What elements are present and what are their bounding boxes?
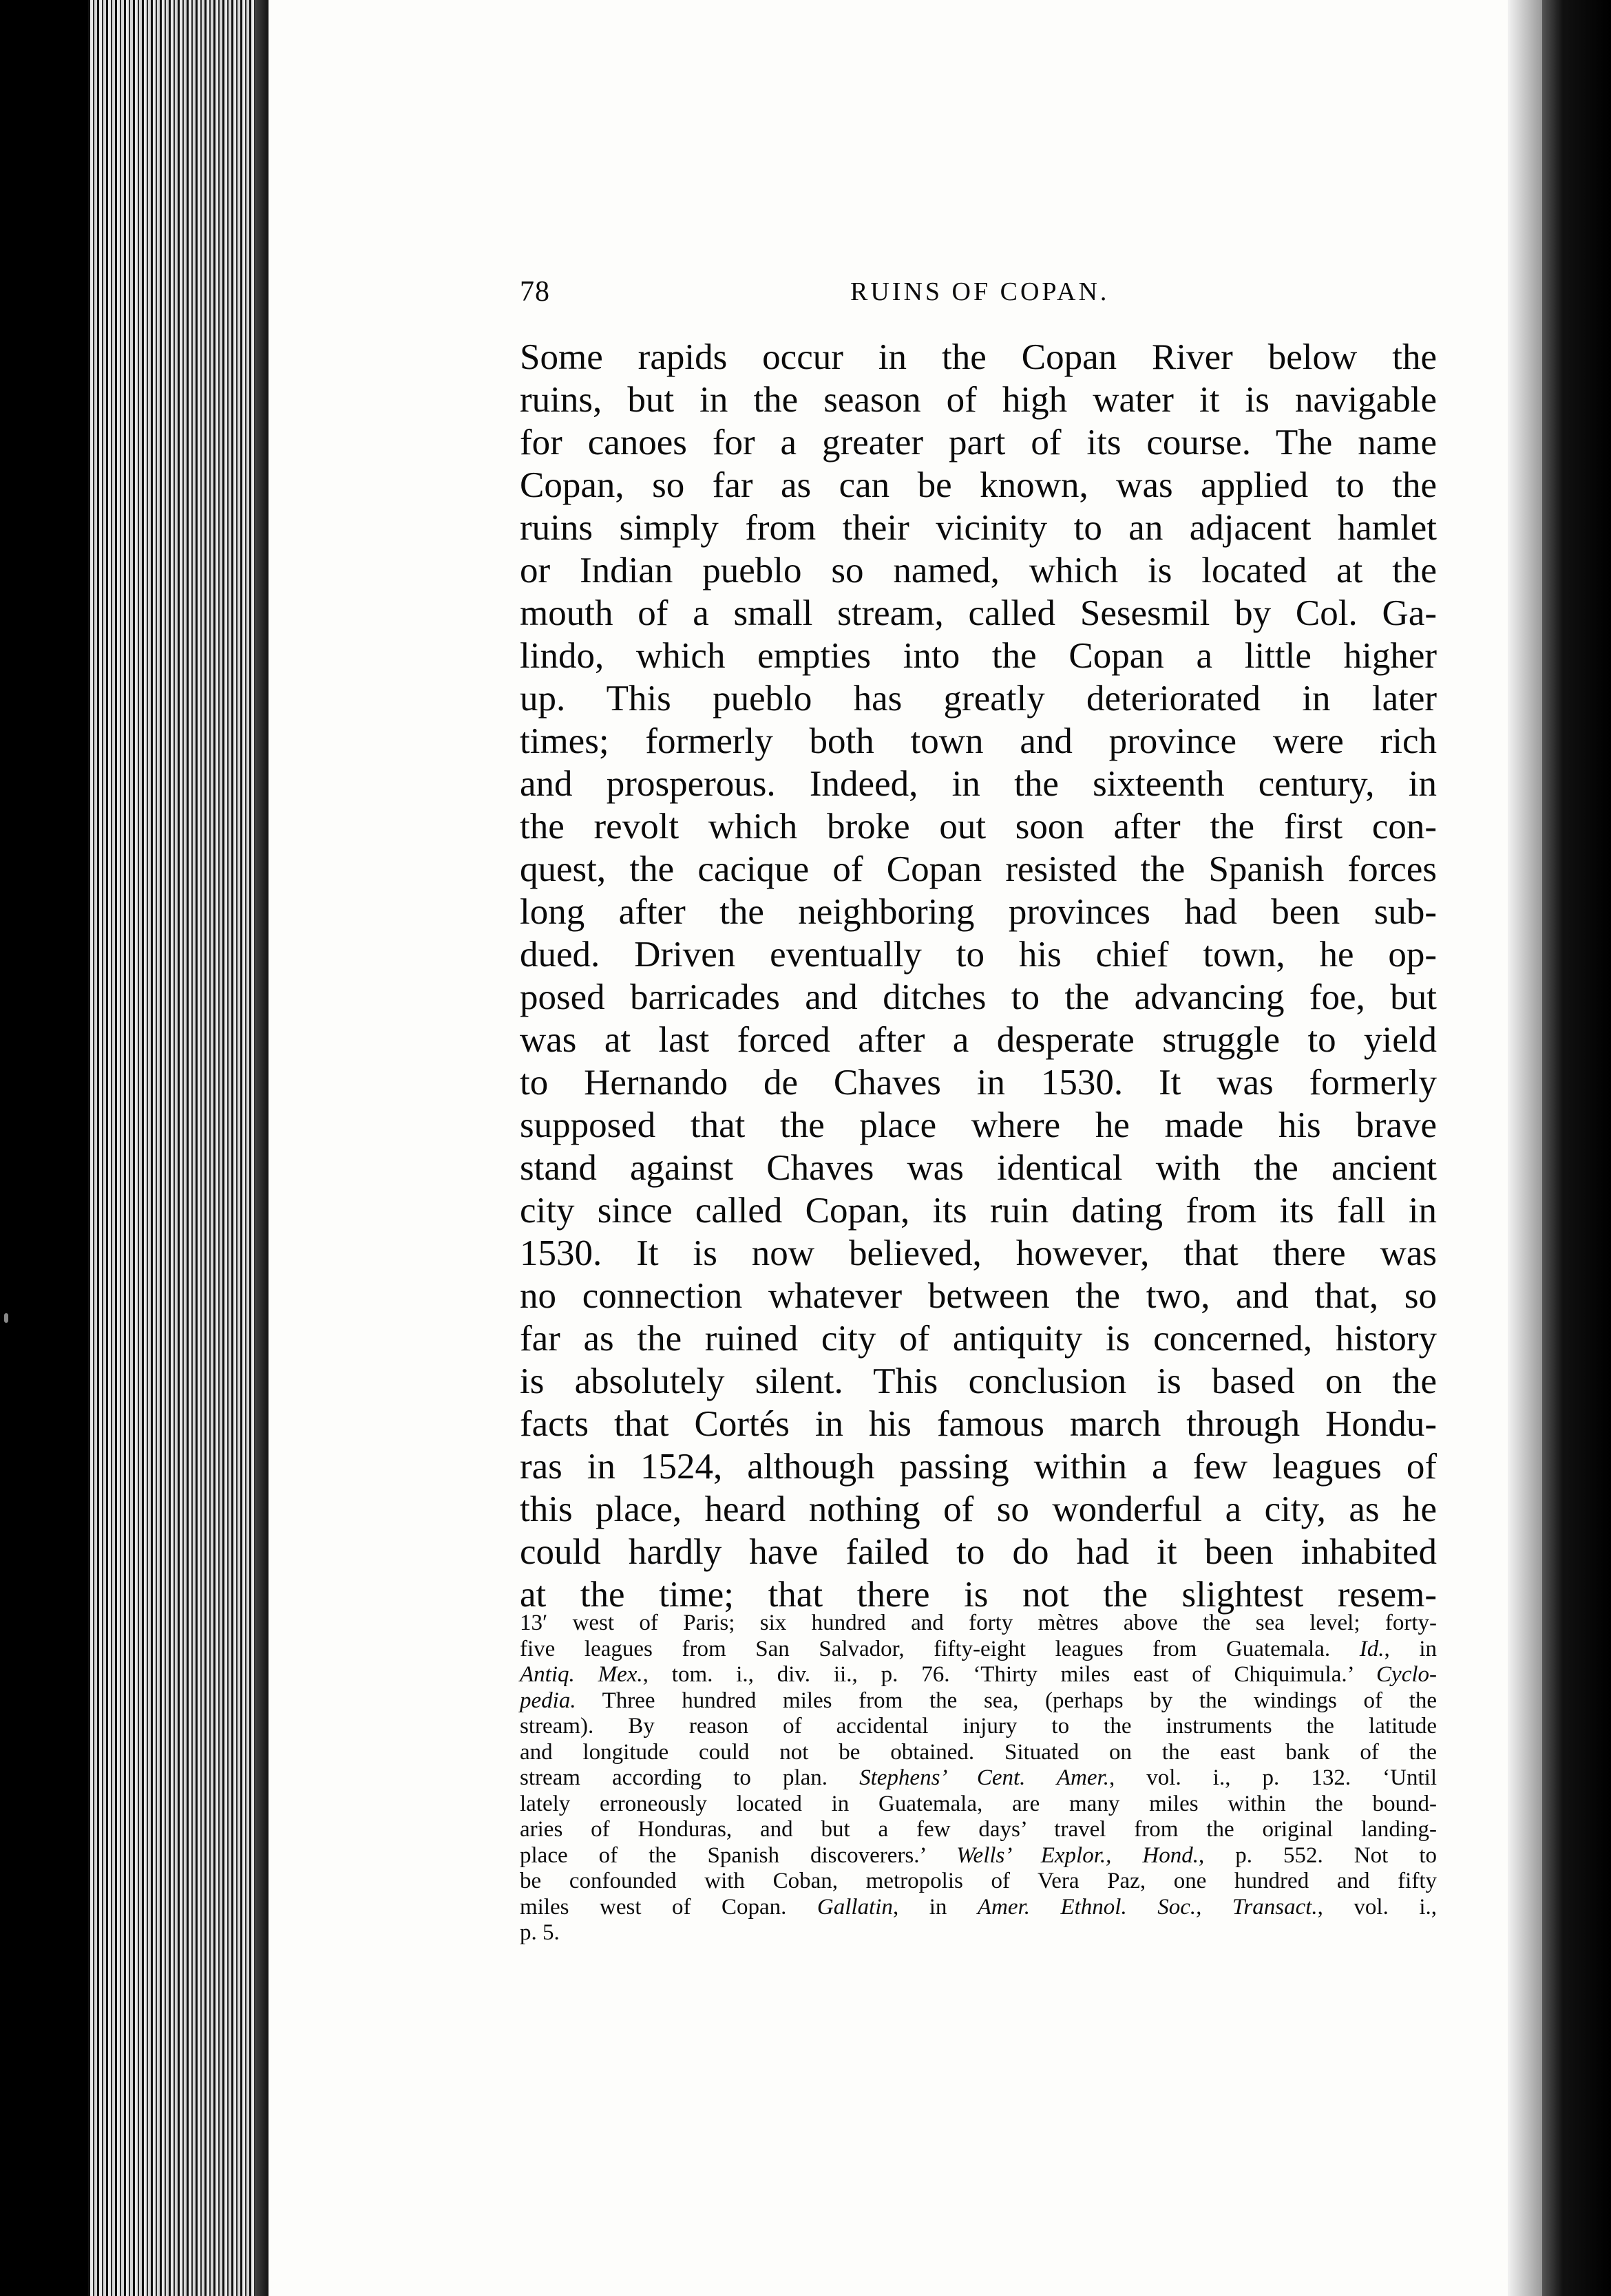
body-line: mouth of a small stream, called Sesesmil by Col. Ga-: [520, 593, 1437, 633]
body-line: lindo, which empties into the Copan a little higher: [520, 636, 1437, 676]
footnote-citation: Antiq. Mex.: [520, 1662, 643, 1687]
body-line: this place, heard nothing of so wonderful a city, as he: [520, 1489, 1437, 1529]
footnote-citation: pedia.: [520, 1688, 576, 1713]
body-line: quest, the cacique of Copan resisted the Spanish forces: [520, 849, 1437, 889]
footnote-citation: Amer. Ethnol. Soc., Transact.: [977, 1894, 1318, 1920]
body-line: dued. Driven eventually to his chief town, he op-: [520, 935, 1437, 975]
footnote-line: [520, 1637, 1437, 1663]
right-leaf-edge: [1508, 0, 1542, 2296]
footnote-text: , p. 552. Not to: [1199, 1842, 1437, 1868]
body-line: times; formerly both town and province were rich: [520, 721, 1437, 761]
running-head: [520, 275, 1435, 317]
body-line: far as the ruined city of antiquity is concerned, history: [520, 1319, 1437, 1359]
footnote-text: and longitude could not be obtained. Situated on the east bank of the: [520, 1739, 1437, 1765]
footnote-text: five leagues from San Salvador, fifty-eight leagues from Guatemala.: [520, 1636, 1360, 1661]
footnote-text: Three hundred miles from the sea, (perhaps by the windings of the: [576, 1688, 1437, 1713]
body-line: ruins, but in the season of high water it is navigable: [520, 380, 1437, 420]
footnote-text: stream according to plan.: [520, 1765, 860, 1790]
page-number: 78: [520, 276, 550, 308]
footnote-citation: Gallatin: [817, 1894, 893, 1920]
body-line: long after the neighboring provinces had been sub-: [520, 892, 1437, 932]
footnote-line: [520, 1714, 1437, 1740]
body-line: city since called Copan, its ruin dating from its fall in: [520, 1191, 1437, 1231]
footnote: [520, 1611, 1437, 1946]
body-line: could hardly have failed to do had it been inhabited: [520, 1532, 1437, 1572]
body-line: facts that Cortés in his famous march through Hondu-: [520, 1404, 1437, 1444]
footnote-line: [520, 1817, 1437, 1843]
body-line: no connection whatever between the two, and that, so: [520, 1276, 1437, 1316]
body-line: at the time; that there is not the slightest resem-: [520, 1575, 1437, 1615]
body-line: Copan, so far as can be known, was applied to the: [520, 465, 1437, 505]
body-line: for canoes for a greater part of its course. The name: [520, 423, 1437, 463]
footnote-text: miles west of Copan.: [520, 1894, 817, 1920]
body-line: was at last forced after a desperate struggle to yield: [520, 1020, 1437, 1060]
footnote-citation: Stephens’ Cent. Amer.: [859, 1765, 1109, 1790]
footnote-line: [520, 1843, 1437, 1869]
footnote-line: [520, 1920, 1437, 1946]
body-text: [520, 336, 1437, 1616]
footnote-text: p. 5.: [520, 1920, 560, 1945]
footnote-line: [520, 1662, 1437, 1688]
footnote-text: , vol. i., p. 132. ‘Until: [1108, 1765, 1437, 1790]
footnote-text: be confounded with Coban, metropolis of Vera Paz, one hundred and fifty: [520, 1869, 1437, 1893]
footnote-line: [520, 1611, 1437, 1637]
body-line: Some rapids occur in the Copan River below the: [520, 337, 1437, 377]
footnote-line: [520, 1740, 1437, 1766]
footnote-text: stream). By reason of accidental injury to the instruments the latitude: [520, 1714, 1437, 1739]
page-edges: [88, 0, 268, 2296]
running-title: RUINS OF COPAN.: [850, 277, 1110, 306]
body-line: posed barricades and ditches to the advancing foe, but: [520, 977, 1437, 1017]
footnote-text: , vol. i.,: [1317, 1894, 1438, 1920]
footnote-text: lately erroneously located in Guatemala, are many miles within the bound-: [520, 1791, 1437, 1816]
footnote-text: 13′ west of Paris; six hundred and forty mètres above the sea level; forty-: [520, 1611, 1437, 1635]
body-line: stand against Chaves was identical with the ancient: [520, 1148, 1437, 1188]
footnote-text: place of the Spanish discoverers.’: [520, 1842, 957, 1868]
body-line: or Indian pueblo so named, which is located at the: [520, 551, 1437, 591]
body-line: ras in 1524, although passing within a few leagues of: [520, 1447, 1437, 1487]
body-line: and prosperous. Indeed, in the sixteenth century, in: [520, 764, 1437, 804]
body-line: up. This pueblo has greatly deteriorated in later: [520, 679, 1437, 719]
body-line: supposed that the place where he made his brave: [520, 1105, 1437, 1145]
body-line: to Hernando de Chaves in 1530. It was formerly: [520, 1063, 1437, 1103]
body-line: 1530. It is now believed, however, that there was: [520, 1233, 1437, 1273]
footnote-citation: Wells’ Explor., Hond.: [956, 1842, 1199, 1868]
footnote-text: , tom. i., div. ii., p. 76. ‘Thirty miles east of Chiquimula.’: [642, 1662, 1377, 1687]
body-line: ruins simply from their vicinity to an adjacent hamlet: [520, 508, 1437, 548]
margin-speck: [4, 1313, 8, 1323]
footnote-line: [520, 1765, 1437, 1792]
binding-shadow: [1542, 0, 1611, 2296]
footnote-text: aries of Honduras, and but a few days’ travel from the original landing-: [520, 1817, 1437, 1842]
body-line: the revolt which broke out soon after the first con-: [520, 807, 1437, 847]
footnote-line: [520, 1895, 1437, 1921]
footnote-line: [520, 1688, 1437, 1714]
footnote-citation: Cyclo-: [1376, 1662, 1437, 1687]
footnote-citation: Id.: [1359, 1636, 1384, 1661]
footnote-text: , in: [1384, 1636, 1437, 1661]
footnote-text: , in: [892, 1894, 978, 1920]
footnote-line: [520, 1869, 1437, 1895]
footnote-line: [520, 1792, 1437, 1818]
body-line: is absolutely silent. This conclusion is based on the: [520, 1361, 1437, 1401]
